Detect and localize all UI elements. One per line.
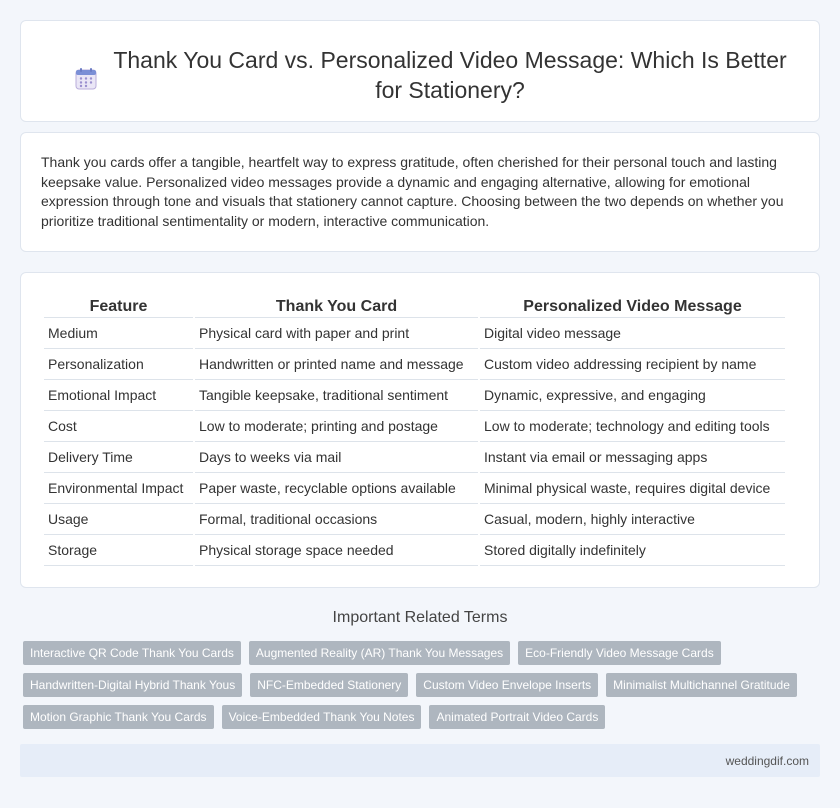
table-row: [44, 535, 785, 566]
table-cell: Personalization: [44, 349, 193, 380]
title-card: [20, 20, 820, 122]
table-cell: Digital video message: [480, 318, 785, 349]
table-row: [44, 380, 785, 411]
tag-motion-graphic[interactable]: Motion Graphic Thank You Cards: [23, 705, 214, 729]
table-cell: Medium: [44, 318, 193, 349]
tag-voice-embedded[interactable]: Voice-Embedded Thank You Notes: [222, 705, 422, 729]
table-row: [44, 318, 785, 349]
comparison-table-card: [20, 272, 820, 588]
header-video-message: Personalized Video Message: [480, 295, 785, 318]
table-cell: Physical storage space needed: [195, 535, 478, 566]
header-thank-you-card: Thank You Card: [195, 295, 478, 318]
table-cell: Formal, traditional occasions: [195, 504, 478, 535]
footer-site-link[interactable]: weddingdif.com: [725, 754, 809, 768]
tag-handwritten-digital-hybrid[interactable]: Handwritten-Digital Hybrid Thank Yous: [23, 673, 242, 697]
table-row: [44, 473, 785, 504]
table-cell: Cost: [44, 411, 193, 442]
related-terms-title: Important Related Terms: [332, 609, 508, 626]
tag-nfc-embedded[interactable]: NFC-Embedded Stationery: [250, 673, 408, 697]
table-cell: Emotional Impact: [44, 380, 193, 411]
table-cell: Tangible keepsake, traditional sentiment: [195, 380, 478, 411]
header-feature: Feature: [44, 295, 193, 318]
table-row: [44, 442, 785, 473]
footer: [20, 744, 820, 777]
table-cell: Paper waste, recyclable options available: [195, 473, 478, 504]
table-cell: Casual, modern, highly interactive: [480, 504, 785, 535]
tag-interactive-qr-code[interactable]: Interactive QR Code Thank You Cards: [23, 641, 241, 665]
table-row: [44, 349, 785, 380]
table-cell: Low to moderate; technology and editing tools: [480, 411, 785, 442]
intro-text: Thank you cards offer a tangible, heartfelt way to express gratitude, often cherished for their personal touch and lasting keepsake value. Personalized video messages provide a dynamic and engaging alternative, allowing for emotional expression through tone and visuals that stationery cannot capture. Choosing between the two depends on whether you prioritize traditional sentimentality or modern, interactive communication.: [41, 154, 784, 229]
table-cell: Dynamic, expressive, and engaging: [480, 380, 785, 411]
tag-minimalist-multichannel[interactable]: Minimalist Multichannel Gratitude: [606, 673, 797, 697]
table-cell: Handwritten or printed name and message: [195, 349, 478, 380]
tag-animated-portrait[interactable]: Animated Portrait Video Cards: [429, 705, 605, 729]
table-cell: Custom video addressing recipient by name: [480, 349, 785, 380]
related-terms-list: [23, 641, 823, 729]
table-cell: Stored digitally indefinitely: [480, 535, 785, 566]
page-title: Thank You Card vs. Personalized Video Message: Which Is Better for Stationery?: [113, 47, 787, 103]
table-cell: Storage: [44, 535, 193, 566]
tag-eco-friendly-video[interactable]: Eco-Friendly Video Message Cards: [518, 641, 721, 665]
table-cell: Usage: [44, 504, 193, 535]
intro-card: [20, 132, 820, 252]
table-cell: Instant via email or messaging apps: [480, 442, 785, 473]
table-cell: Low to moderate; printing and postage: [195, 411, 478, 442]
table-row: [44, 411, 785, 442]
table-cell: Delivery Time: [44, 442, 193, 473]
table-row: [44, 504, 785, 535]
tag-augmented-reality[interactable]: Augmented Reality (AR) Thank You Messages: [249, 641, 510, 665]
table-cell: Environmental Impact: [44, 473, 193, 504]
calendar-icon: [74, 67, 98, 91]
table-header-row: [44, 295, 785, 318]
comparison-table: [42, 295, 787, 566]
tag-custom-video-envelope[interactable]: Custom Video Envelope Inserts: [416, 673, 598, 697]
table-cell: Minimal physical waste, requires digital device: [480, 473, 785, 504]
table-cell: Physical card with paper and print: [195, 318, 478, 349]
table-cell: Days to weeks via mail: [195, 442, 478, 473]
